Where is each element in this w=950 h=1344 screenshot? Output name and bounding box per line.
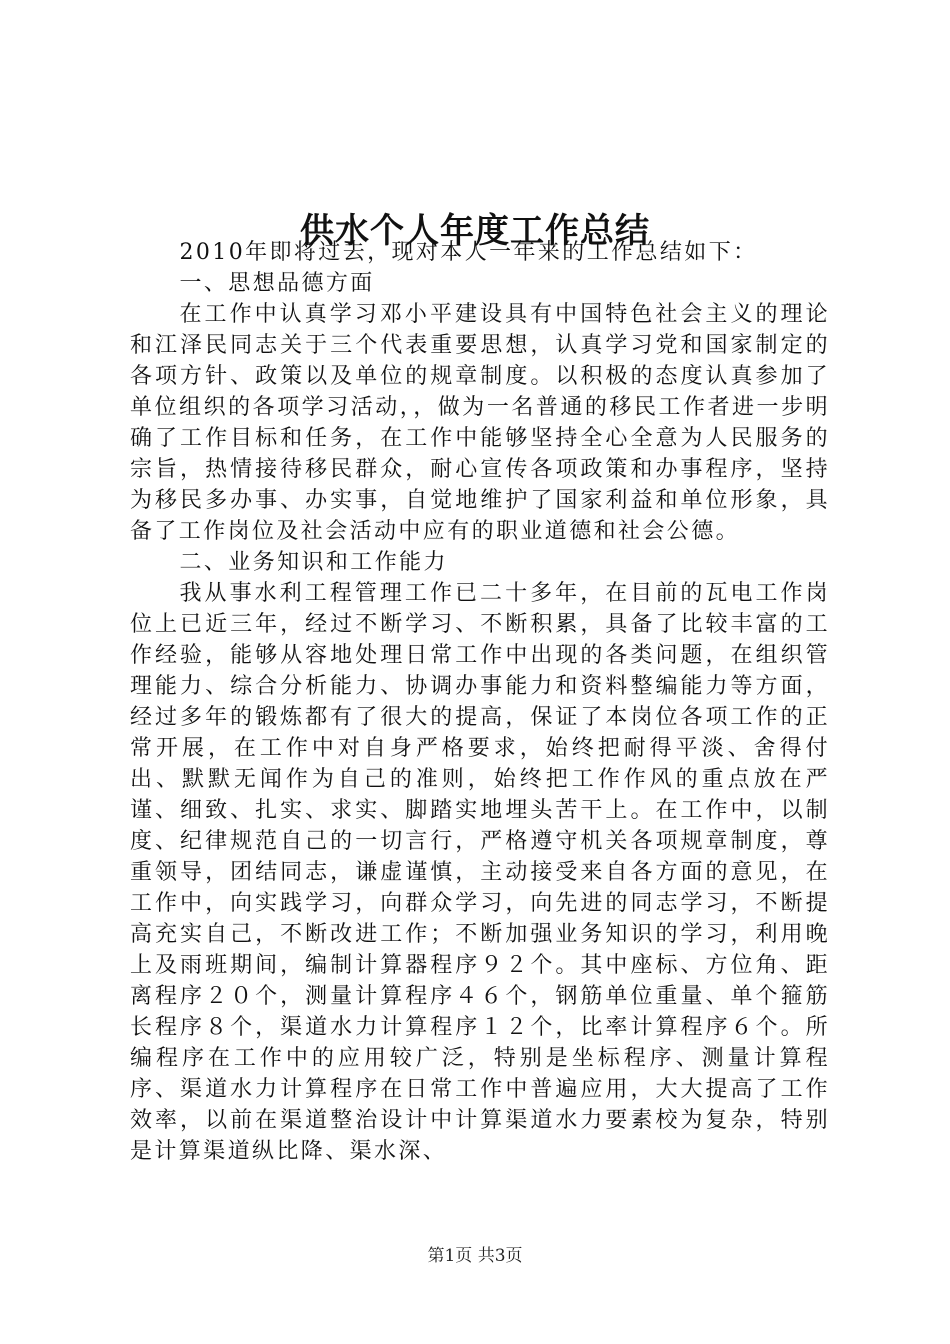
- page-number-footer: 第1页 共3页: [427, 1246, 523, 1266]
- document-body: [130, 237, 830, 1167]
- document-title: 供水个人年度工作总结: [300, 210, 650, 251]
- skills-paragraph: 我从事水利工程管理工作已二十多年，在目前的瓦电工作岗位上已近三年，经过不断学习、不断积累，具备了比较丰富的工作经验，能够从容地处理日常工作中出现的各类问题，在组织管理能力、综合分析能力、协调办事能力和资料整编能力等方面，经过多年的锻炼都有了很大的提高，保证了本岗位各项工作的正常开展，在工作中对自身严格要求，始终把耐得平淡、舍得付出、默默无闻作为自己的准则，始终把工作作风的重点放在严谨、细致、扎实、求实、脚踏实地埋头苦干上。在工作中，以制度、纪律规范自己的一切言行，严格遵守机关各项规章制度，尊重领导，团结同志，谦虚谨慎，主动接受来自各方面的意见，在工作中，向实践学习，向群众学习，向先进的同志学习，不断提高充实自己，不断改进工作；不断加强业务知识的学习，利用晚上及雨班期间，编制计算器程序９２个。其中座标、方位角、距离程序２０个，测量计算程序４６个，钢筋单位重量、单个箍筋长程序８个，渠道水力计算程序１２个，比率计算程序６个。所编程序在工作中的应用较广泛，特别是坐标程序、测量计算程序、渠道水力计算程序在日常工作中普遍应用，大大提高了工作效率，以前在渠道整治设计中计算渠道水力要素校为复杂，特别是计算渠道纵比降、渠水深、: [130, 581, 830, 1164]
- moral-paragraph: 在工作中认真学习邓小平建设具有中国特色社会主义的理论和江泽民同志关于三个代表重要思想，认真学习党和国家制定的各项方针、政策以及单位的规章制度。以积极的态度认真参加了单位组织的各项学习活动，，做为一名普通的移民工作者进一步明确了工作目标和任务，在工作中能够坚持全心全意为人民服务的宗旨，热情接待移民群众，耐心宣传各项政策和办事程序，坚持为移民多办事、办实事，自觉地维护了国家利益和单位形象，具备了工作岗位及社会活动中应有的职业道德和社会公德。: [130, 302, 830, 544]
- section-heading-moral: 一、思想品德方面: [179, 271, 375, 296]
- section-heading-skills: 二、业务知识和工作能力: [179, 550, 448, 575]
- intro-paragraph: 2010年即将过去，现对本人一年来的工作总结如下：: [179, 240, 758, 265]
